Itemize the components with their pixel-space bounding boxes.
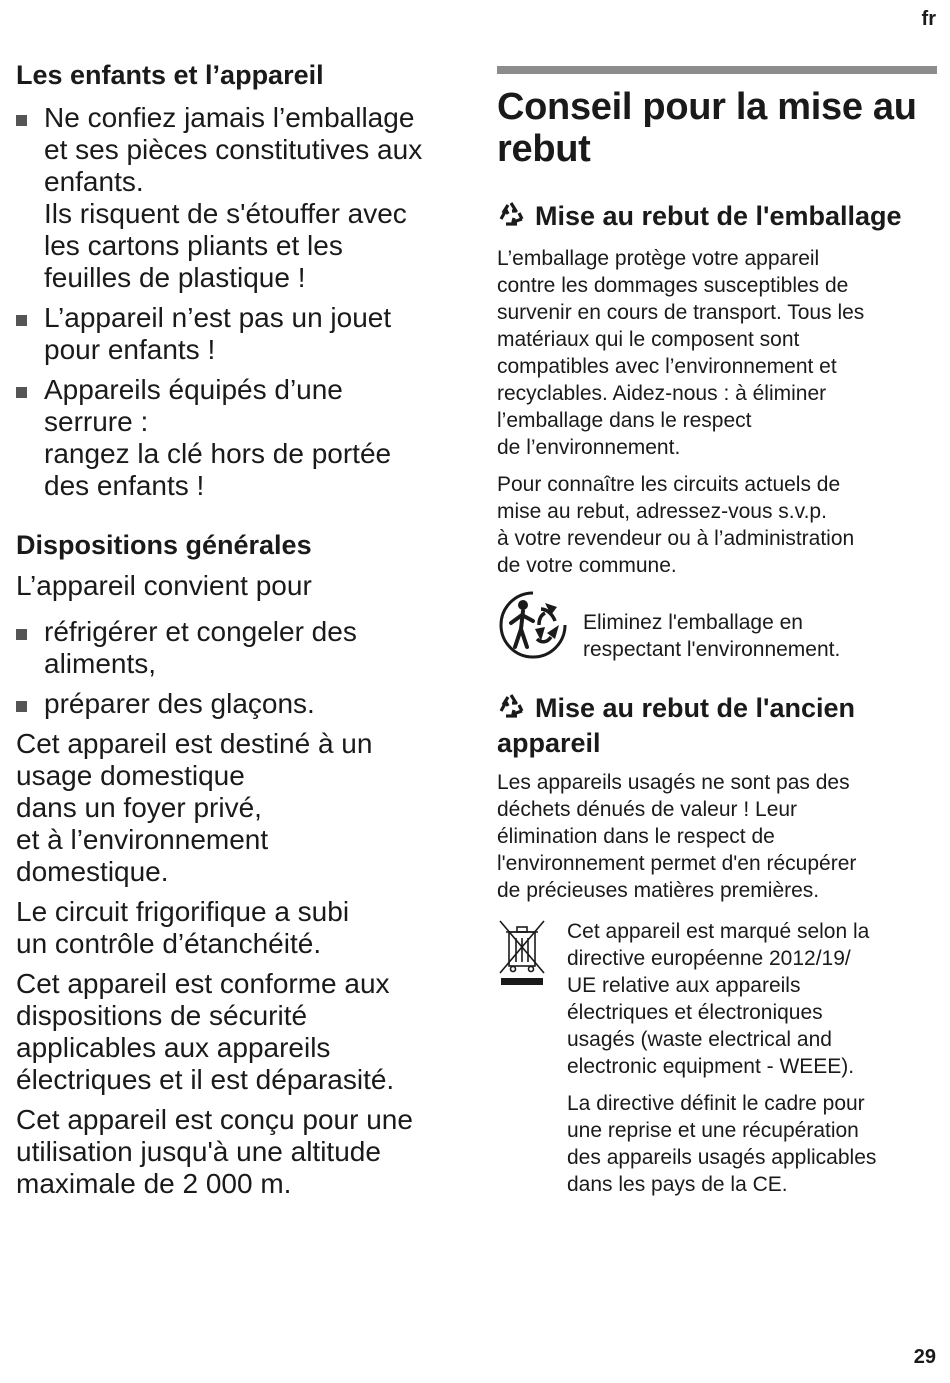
old-appliance-disposal-title: Mise au rebut de l'ancien appareil (497, 693, 856, 758)
packaging-text (497, 245, 937, 579)
triman-caption: Eliminez l'emballage en respectant l'environnement. (583, 610, 841, 661)
general-section-title: Dispositions générales (16, 530, 312, 560)
recycle-icon (497, 200, 527, 235)
packaging-paragraph-1: L’emballage protège votre appareil contre les dommages susceptibles de survenir en cours de transport. Tous les matériaux qui le composent sont compatibles avec l’environnement et recyclables. Aidez-nous : à éliminer l’emballage dans le respect de l’environnement. (497, 247, 865, 459)
section-rule (497, 66, 937, 74)
square-bullet-icon (16, 701, 27, 712)
old-appliance-paragraph: Les appareils usagés ne sont pas des déchets dénués de valeur ! Leur élimination dans le respect de l'environnement permet d'en récupérer de précieuses matières premières. (497, 771, 857, 902)
triman-row (497, 589, 937, 666)
page-number: 29 (913, 1346, 936, 1368)
packaging-disposal-title: Mise au rebut de l'emballage (497, 200, 937, 235)
paragraph-domestic-use: Cet appareil est destiné à un usage domestique dans un foyer privé, et à l’environnement domestique. (16, 728, 373, 887)
list-item: Ne confiez jamais l’emballage et ses pièces constitutives aux enfants. Ils risquent de s'étouffer avec les cartons pliants et les feuilles de plastique ! (16, 102, 466, 294)
list-item: préparer des glaçons. (16, 688, 466, 720)
recycle-icon (497, 692, 527, 727)
weee-paragraph-1: Cet appareil est marqué selon la directive européenne 2012/19/ UE relative aux appareils électriques et électroniques usagés (waste electrical and electronic equipment - WEEE). (567, 920, 870, 1078)
packaging-paragraph-2: Pour connaître les circuits actuels de mise au rebut, adressez-vous s.v.p. à votre revendeur ou à l’administration de votre commune. (497, 473, 855, 577)
language-code: fr (921, 8, 936, 30)
crossed-bin-icon (497, 918, 547, 993)
weee-row (497, 918, 937, 1208)
paragraph-safety-conformity: Cet appareil est conforme aux dispositions de sécurité applicables aux appareils électriques et il est déparasité. (16, 968, 395, 1095)
kids-bullet-list (16, 102, 466, 502)
disposal-main-title: Conseil pour la mise au rebut (497, 86, 917, 170)
weee-paragraph-2: La directive définit le cadre pour une reprise et une récupération des appareils usagés applicables dans les pays de la CE. (567, 1092, 877, 1196)
list-item: réfrigérer et congeler des aliments, (16, 616, 466, 680)
paragraph-altitude: Cet appareil est conçu pour une utilisation jusqu'à une altitude maximale de 2 000 m. (16, 1104, 413, 1199)
list-item: Appareils équipés d’une serrure : rangez la clé hors de portée des enfants ! (16, 374, 466, 502)
square-bullet-icon (16, 387, 27, 398)
square-bullet-icon (16, 115, 27, 126)
square-bullet-icon (16, 629, 27, 640)
left-column (16, 58, 466, 1208)
right-column (497, 66, 937, 1208)
general-intro: L’appareil convient pour (16, 570, 312, 601)
square-bullet-icon (16, 315, 27, 326)
list-item: L’appareil n’est pas un jouet pour enfants ! (16, 302, 466, 366)
paragraph-refrigerant-circuit: Le circuit frigorifique a subi un contrôle d’étanchéité. (16, 896, 350, 959)
triman-icon (497, 589, 569, 666)
weee-text (567, 918, 876, 1208)
general-bullet-list (16, 616, 466, 720)
kids-section-title: Les enfants et l’appareil (16, 60, 324, 90)
